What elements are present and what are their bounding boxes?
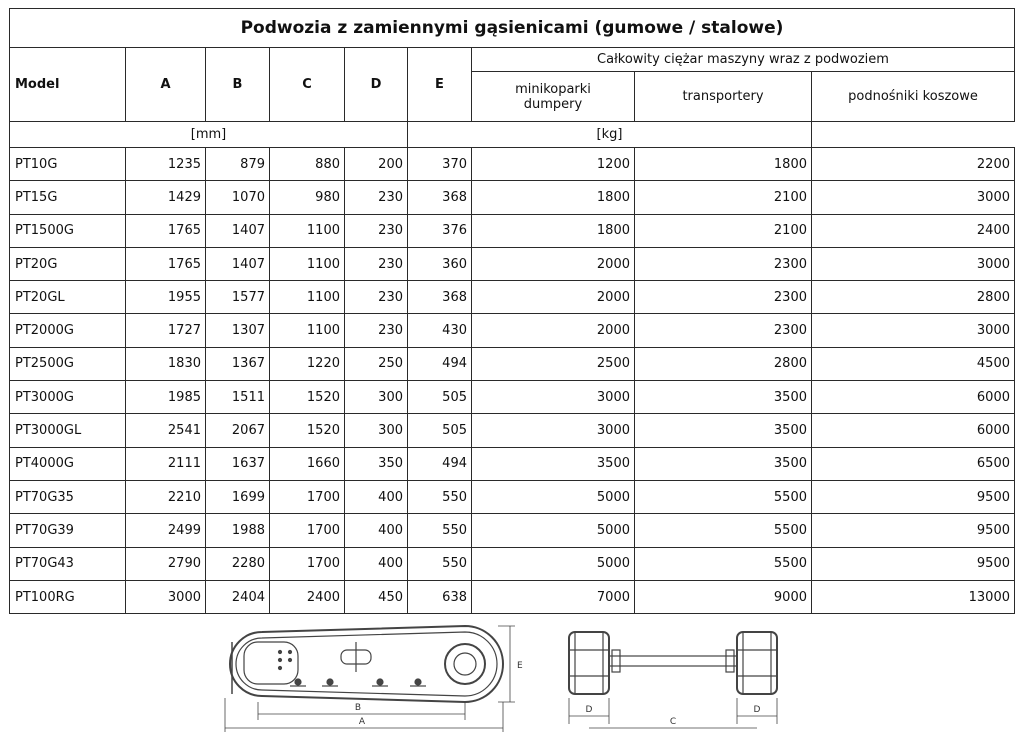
cell-podnosniki: 9500 [812,480,1015,513]
cell-podnosniki: 2200 [812,148,1015,181]
cell-minikoparki-dumpery: 1800 [472,181,635,214]
cell-e: 494 [408,347,472,380]
cell-podnosniki: 6500 [812,447,1015,480]
cell-a: 1955 [126,281,206,314]
table-row [10,414,1015,447]
cell-minikoparki-dumpery: 3500 [472,447,635,480]
cell-podnosniki: 3000 [812,247,1015,280]
header-weight-group: Całkowity ciężar maszyny wraz z podwoziem [472,48,1015,72]
cell-podnosniki: 13000 [812,580,1015,613]
cell-d: 230 [345,247,408,280]
cell-transportery: 1800 [635,148,812,181]
cell-a: 2111 [126,447,206,480]
cell-transportery: 9000 [635,580,812,613]
cell-transportery: 3500 [635,414,812,447]
cell-b: 879 [206,148,270,181]
cell-e: 430 [408,314,472,347]
cell-e: 550 [408,480,472,513]
unit-mm: [mm] [10,122,408,148]
table-row [10,347,1015,380]
cell-model: PT1500G [10,214,126,247]
cell-model: PT20GL [10,281,126,314]
cell-b: 1407 [206,247,270,280]
cell-b: 2280 [206,547,270,580]
cell-c: 1520 [270,381,345,414]
cell-c: 1100 [270,214,345,247]
header-podnosniki: podnośniki koszowe [812,72,1015,122]
cell-minikoparki-dumpery: 2000 [472,247,635,280]
cell-podnosniki: 4500 [812,347,1015,380]
table-row [10,281,1015,314]
table-row [10,480,1015,513]
cell-model: PT100RG [10,580,126,613]
dim-label-d-right: D [753,705,761,715]
table-title: Podwozia z zamiennymi gąsienicami (gumowe / stalowe) [10,9,1015,48]
cell-e: 505 [408,414,472,447]
cell-c: 1100 [270,281,345,314]
cell-model: PT20G [10,247,126,280]
header-d: D [345,48,408,122]
cell-c: 1100 [270,314,345,347]
cell-transportery: 3500 [635,447,812,480]
cell-model: PT2500G [10,347,126,380]
cell-e: 505 [408,381,472,414]
cell-podnosniki: 9500 [812,514,1015,547]
cell-d: 250 [345,347,408,380]
cell-c: 980 [270,181,345,214]
cell-minikoparki-dumpery: 5000 [472,547,635,580]
cell-d: 300 [345,414,408,447]
cell-d: 400 [345,480,408,513]
cell-c: 1520 [270,414,345,447]
cell-d: 200 [345,148,408,181]
cell-minikoparki-dumpery: 1800 [472,214,635,247]
dim-label-d-left: D [585,705,593,715]
cell-e: 494 [408,447,472,480]
cell-a: 1985 [126,381,206,414]
cell-transportery: 2100 [635,214,812,247]
cell-transportery: 3500 [635,381,812,414]
cell-b: 2404 [206,580,270,613]
cell-e: 360 [408,247,472,280]
cell-d: 400 [345,514,408,547]
cell-podnosniki: 9500 [812,547,1015,580]
cell-minikoparki-dumpery: 2500 [472,347,635,380]
cell-minikoparki-dumpery: 5000 [472,514,635,547]
table-row [10,514,1015,547]
cell-a: 1765 [126,214,206,247]
cell-podnosniki: 3000 [812,314,1015,347]
cell-e: 368 [408,281,472,314]
cell-b: 1988 [206,514,270,547]
cell-d: 450 [345,580,408,613]
cell-b: 1407 [206,214,270,247]
cell-model: PT3000GL [10,414,126,447]
cell-minikoparki-dumpery: 2000 [472,314,635,347]
dim-label-a: A [358,717,366,727]
cell-c: 1700 [270,547,345,580]
table-row [10,181,1015,214]
cell-podnosniki: 2800 [812,281,1015,314]
cell-model: PT4000G [10,447,126,480]
cell-c: 1660 [270,447,345,480]
cell-model: PT15G [10,181,126,214]
cell-transportery: 2300 [635,314,812,347]
header-e: E [408,48,472,122]
header-c: C [270,48,345,122]
cell-b: 2067 [206,414,270,447]
table-row [10,547,1015,580]
dim-label-e: E [517,661,523,671]
dim-label-b: B [354,703,362,713]
cell-a: 3000 [126,580,206,613]
cell-b: 1307 [206,314,270,347]
header-transportery: transportery [635,72,812,122]
cell-a: 1429 [126,181,206,214]
header-minikoparki: minikoparki [515,81,591,97]
cell-e: 550 [408,514,472,547]
dim-label-c: C [669,717,677,727]
dimension-diagrams [0,620,1024,745]
table-row [10,148,1015,181]
cell-d: 400 [345,547,408,580]
cell-minikoparki-dumpery: 2000 [472,281,635,314]
side-view-diagram [225,626,515,732]
cell-transportery: 2300 [635,281,812,314]
table-row [10,447,1015,480]
cell-model: PT70G39 [10,514,126,547]
cell-c: 1700 [270,480,345,513]
cell-c: 880 [270,148,345,181]
cell-c: 2400 [270,580,345,613]
specs-table [9,8,1015,614]
cell-a: 2499 [126,514,206,547]
front-view-diagram [569,632,777,728]
cell-minikoparki-dumpery: 3000 [472,414,635,447]
cell-minikoparki-dumpery: 5000 [472,480,635,513]
cell-podnosniki: 6000 [812,381,1015,414]
cell-c: 1700 [270,514,345,547]
cell-model: PT3000G [10,381,126,414]
cell-b: 1699 [206,480,270,513]
header-a: A [126,48,206,122]
cell-d: 300 [345,381,408,414]
cell-d: 350 [345,447,408,480]
table-row [10,381,1015,414]
cell-podnosniki: 3000 [812,181,1015,214]
cell-d: 230 [345,281,408,314]
cell-d: 230 [345,181,408,214]
cell-b: 1367 [206,347,270,380]
cell-transportery: 2800 [635,347,812,380]
cell-model: PT70G43 [10,547,126,580]
cell-e: 368 [408,181,472,214]
cell-e: 376 [408,214,472,247]
cell-podnosniki: 6000 [812,414,1015,447]
header-b: B [206,48,270,122]
cell-a: 1830 [126,347,206,380]
cell-transportery: 5500 [635,480,812,513]
cell-c: 1100 [270,247,345,280]
cell-transportery: 5500 [635,514,812,547]
cell-b: 1070 [206,181,270,214]
header-minikoparki-dumpery [472,72,635,122]
cell-minikoparki-dumpery: 7000 [472,580,635,613]
cell-b: 1577 [206,281,270,314]
cell-b: 1637 [206,447,270,480]
table-row [10,314,1015,347]
cell-a: 2790 [126,547,206,580]
cell-model: PT2000G [10,314,126,347]
cell-transportery: 2100 [635,181,812,214]
cell-model: PT70G35 [10,480,126,513]
cell-d: 230 [345,314,408,347]
cell-e: 550 [408,547,472,580]
table-body [10,148,1015,614]
unit-kg: [kg] [408,122,812,148]
cell-a: 1235 [126,148,206,181]
cell-c: 1220 [270,347,345,380]
table-row [10,580,1015,613]
cell-transportery: 2300 [635,247,812,280]
cell-a: 1765 [126,247,206,280]
cell-podnosniki: 2400 [812,214,1015,247]
cell-e: 638 [408,580,472,613]
header-model: Model [10,48,126,122]
cell-minikoparki-dumpery: 1200 [472,148,635,181]
cell-b: 1511 [206,381,270,414]
cell-e: 370 [408,148,472,181]
cell-d: 230 [345,214,408,247]
cell-model: PT10G [10,148,126,181]
cell-minikoparki-dumpery: 3000 [472,381,635,414]
table-row [10,214,1015,247]
cell-a: 2541 [126,414,206,447]
header-dumpery: dumpery [523,96,583,112]
cell-a: 2210 [126,480,206,513]
table-row [10,247,1015,280]
cell-a: 1727 [126,314,206,347]
cell-transportery: 5500 [635,547,812,580]
